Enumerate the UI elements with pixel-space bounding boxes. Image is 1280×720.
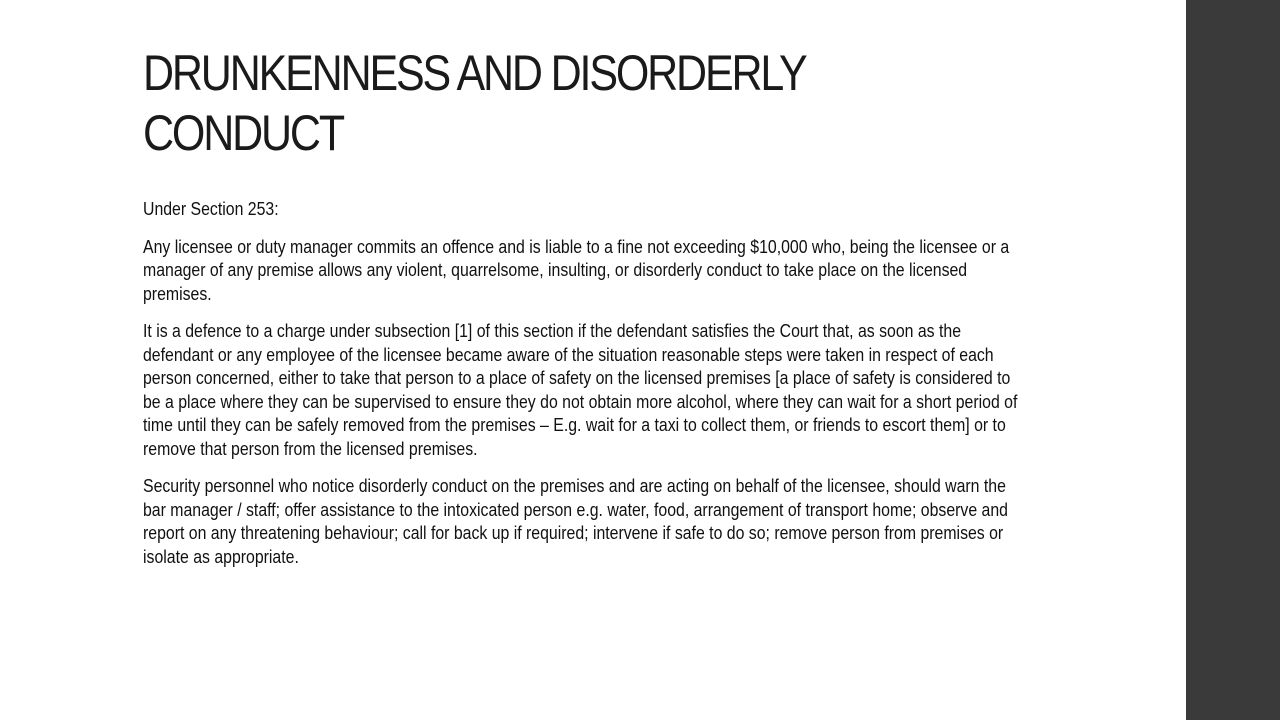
paragraph-security-personnel: Security personnel who notice disorderly conduct on the premises and are acting on behalf of the licensee, should warn the bar manager / staff; offer assistance to the intoxicated person e.g. water, food, arrangement of transport home; observe and report on any threatening behaviour; call for back up if required; intervene if safe to do so; remove person from premises or isolate as appropriate. — [143, 476, 1008, 567]
paragraph-section-intro: Under Section 253: — [143, 199, 279, 219]
slide-title: DRUNKENNESS AND DISORDERLY CONDUCT — [143, 45, 805, 161]
paragraph-defence: It is a defence to a charge under subsection [1] of this section if the defendant satisfies the Court that, as soon as the defendant or any employee of the licensee became aware of the situation reasonable steps were taken in respect of each person concerned, either to take that person to a place of safety on the licensed premises [a place of safety is considered to be a place where they can be supervised to ensure they do not obtain more alcohol, where they can wait for a short period of time until they can be safely removed from the premises – E.g. wait for a taxi to collect them, or friends to escort them] or to remove that person from the licensed premises. — [143, 321, 1018, 459]
slide-body — [143, 198, 1023, 583]
side-band — [1186, 0, 1280, 720]
paragraph-offence: Any licensee or duty manager commits an offence and is liable to a fine not exceeding $10,000 who, being the licensee or a manager of any premise allows any violent, quarrelsome, insulting, or disorderly conduct to take place on the licensed premises. — [143, 236, 1010, 304]
